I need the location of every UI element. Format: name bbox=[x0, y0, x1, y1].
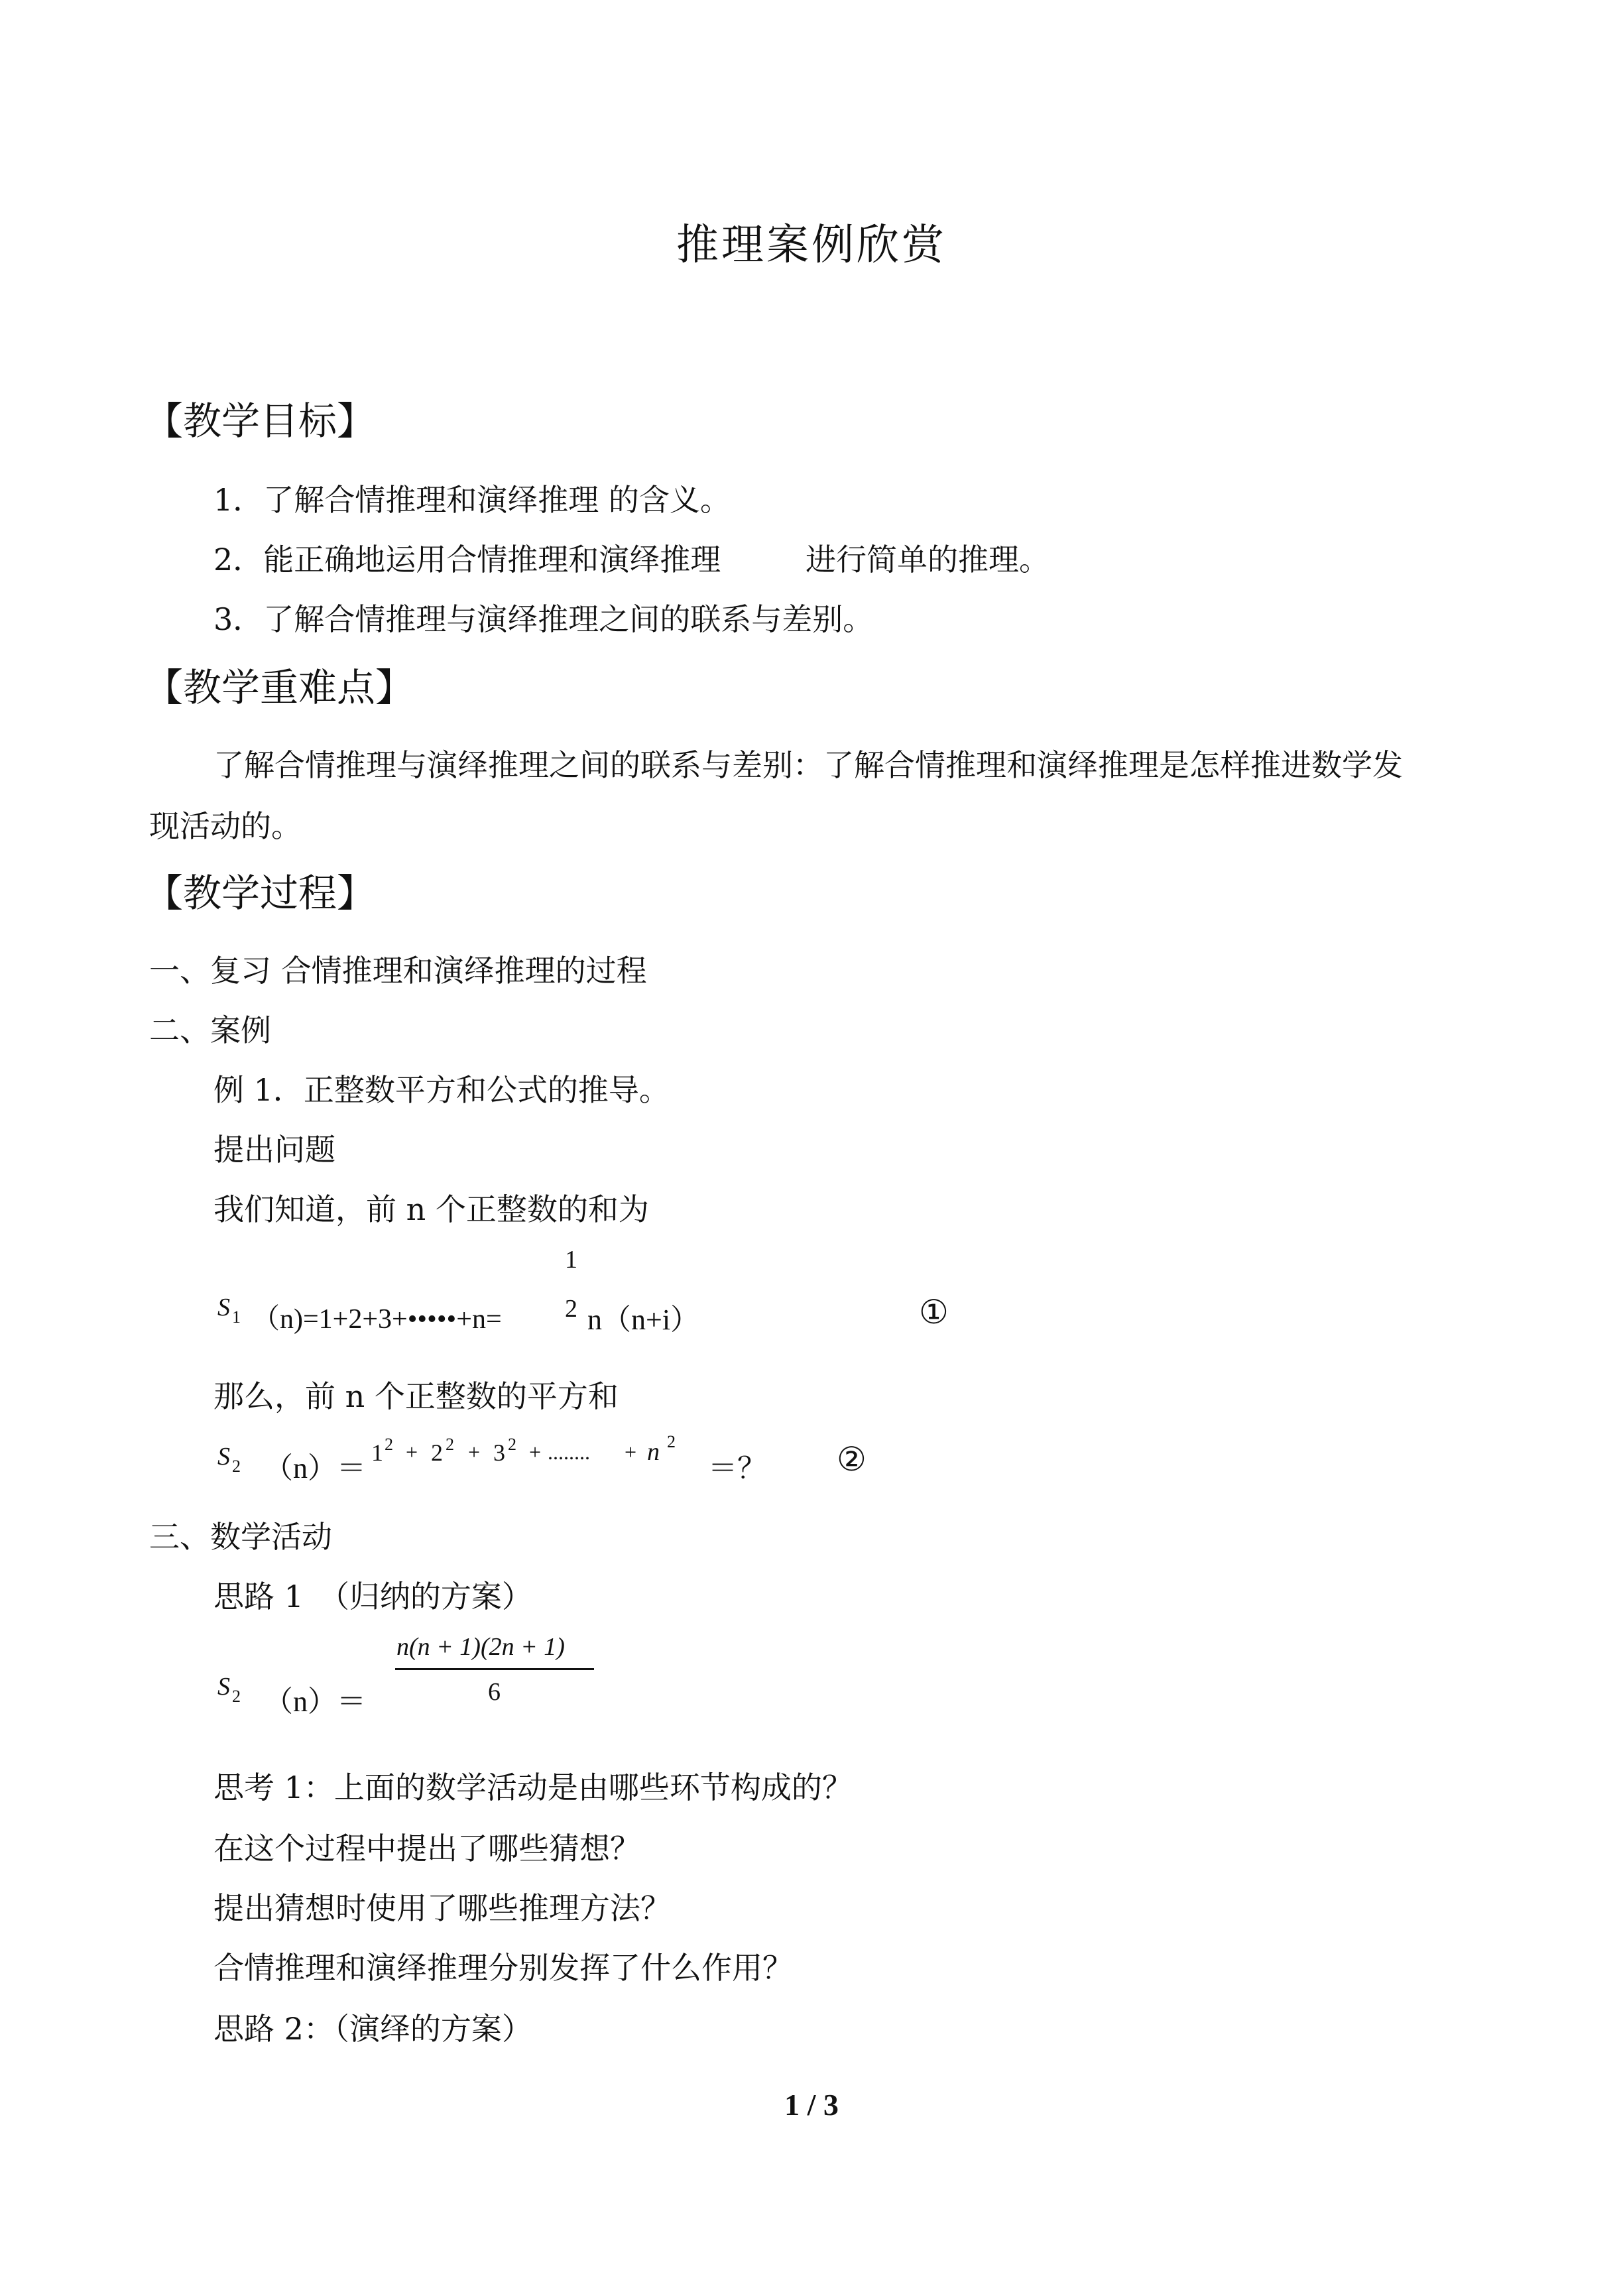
question-2: 在这个过程中提出了哪些猜想？ bbox=[213, 1831, 640, 1866]
think-1: 思考 1：上面的数学活动是由哪些环节构成的？ bbox=[213, 1770, 853, 1805]
formula-2-exp-1: 2 bbox=[385, 1435, 393, 1454]
process-step-1: 一、复习 合情推理和演绎推理的过程 bbox=[149, 953, 647, 989]
formula-3-numerator: n(n + 1)(2n + 1) bbox=[396, 1633, 565, 1661]
formula-3-sub: 2 bbox=[232, 1687, 241, 1706]
process-step-3: 三、数学活动 bbox=[149, 1519, 332, 1555]
formula-2-paren: （n）＝ bbox=[264, 1452, 366, 1484]
key-points-heading: 【教学重难点】 bbox=[145, 665, 414, 710]
square-sum-intro: 那么，前 n 个正整数的平方和 bbox=[213, 1378, 619, 1414]
formula-2-plus-3: + bbox=[529, 1440, 542, 1464]
formula-2-plus-1: + bbox=[406, 1440, 418, 1464]
formula-2-exp-n: 2 bbox=[667, 1432, 676, 1451]
formula-2-s: S bbox=[217, 1443, 230, 1471]
raise-question: 提出问题 bbox=[213, 1132, 335, 1168]
known-sum-text: 我们知道，前 n 个正整数的和为 bbox=[213, 1191, 649, 1227]
objective-item-1: 1．了解合情推理和演绎推理 的含义。 bbox=[213, 482, 731, 518]
formula-1-body: （n)=1+2+3+•••••+n= bbox=[252, 1304, 502, 1335]
objective-item-2-tail: 进行简单的推理。 bbox=[806, 542, 1050, 577]
formula-3-paren: （n）＝ bbox=[264, 1685, 366, 1718]
formula-1-s: S bbox=[217, 1294, 230, 1321]
page-number: 1 / 3 bbox=[784, 2088, 839, 2122]
formula-2-marker: ② bbox=[837, 1440, 867, 1479]
formula-3-fraction-bar bbox=[395, 1668, 594, 1670]
formula-2-n: n bbox=[647, 1438, 660, 1466]
formula-2-end: ＝？ bbox=[708, 1452, 766, 1484]
formula-2-dots: ........ bbox=[548, 1440, 590, 1464]
formula-2-exp-2: 2 bbox=[446, 1435, 454, 1454]
formula-1-tail: n（n+i） bbox=[587, 1303, 700, 1336]
objectives-heading: 【教学目标】 bbox=[145, 398, 376, 444]
formula-2-term-1: 1 bbox=[371, 1439, 383, 1466]
formula-1-marker: ① bbox=[919, 1293, 949, 1331]
formula-2-exp-3: 2 bbox=[508, 1435, 516, 1454]
key-points-line-2: 现活动的。 bbox=[149, 808, 302, 844]
formula-1-frac-den: 2 bbox=[565, 1295, 577, 1323]
objective-item-3: 3．了解合情推理与演绎推理之间的联系与差别。 bbox=[213, 601, 874, 637]
formula-3-denominator: 6 bbox=[488, 1678, 501, 1706]
key-points-line-1: 了解合情推理与演绎推理之间的联系与差别：了解合情推理和演绎推理是怎样推进数学发 bbox=[213, 747, 1403, 783]
question-3: 提出猜想时使用了哪些推理方法？ bbox=[213, 1890, 671, 1926]
idea-2: 思路 2：（演绎的方案） bbox=[213, 2011, 532, 2047]
page-title: 推理案例欣赏 bbox=[676, 221, 947, 270]
formula-2-plus-2: + bbox=[468, 1440, 481, 1464]
formula-2-term-2: 2 bbox=[431, 1439, 443, 1466]
question-4: 合情推理和演绎推理分别发挥了什么作用？ bbox=[213, 1950, 793, 1986]
formula-3-s: S bbox=[217, 1673, 230, 1701]
idea-1: 思路 1 （归纳的方案） bbox=[213, 1579, 532, 1614]
formula-2-plus-4: + bbox=[625, 1440, 637, 1464]
formula-2-sub: 2 bbox=[232, 1457, 241, 1476]
formula-2-term-3: 3 bbox=[493, 1439, 505, 1466]
objective-item-2: 2．能正确地运用合情推理和演绎推理 bbox=[213, 542, 721, 577]
process-heading: 【教学过程】 bbox=[145, 871, 376, 916]
formula-1-sub: 1 bbox=[232, 1307, 241, 1327]
process-step-2: 二、案例 bbox=[149, 1012, 271, 1048]
formula-1-frac-num: 1 bbox=[565, 1246, 577, 1274]
example-1-title: 例 1．正整数平方和公式的推导。 bbox=[213, 1072, 670, 1108]
